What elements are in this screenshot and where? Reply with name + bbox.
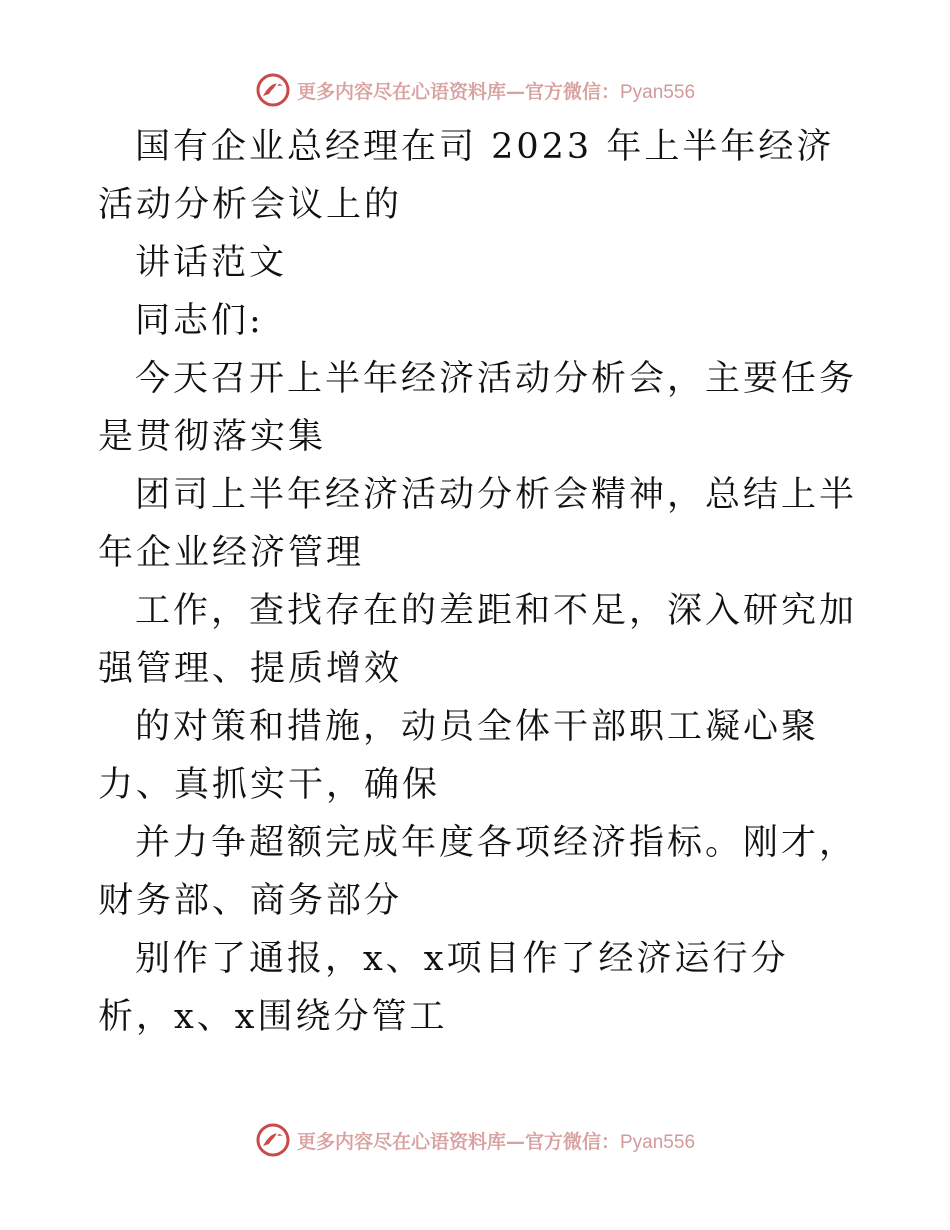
header-watermark (0, 70, 950, 110)
body-paragraph: 工作，查找存在的差距和不足，深入研究加强管理、提质增效 (98, 591, 858, 689)
body-paragraph: 并力争超额完成年度各项经济指标。刚才，财务部、商务部分 (98, 823, 858, 921)
watermark-text: 更多内容尽在心语资料库—官方微信：Pyan556 (296, 1130, 696, 1153)
body-paragraph: 别作了通报，x、x项目作了经济运行分析，x、x围绕分管工 (98, 939, 789, 1037)
document-body (98, 118, 858, 1046)
watermark-text: 更多内容尽在心语资料库—官方微信：Pyan556 (296, 80, 696, 103)
title-line: 国有企业总经理在司 2023 年上半年经济活动分析会议上的 (98, 127, 835, 225)
body-paragraph: 今天召开上半年经济活动分析会，主要任务是贯彻落实集 (98, 359, 858, 457)
body-paragraph: 团司上半年经济活动分析会精神，总结上半年企业经济管理 (98, 475, 858, 573)
red-swirl-logo-icon (255, 72, 291, 108)
footer-watermark (0, 1120, 950, 1160)
body-paragraph: 的对策和措施，动员全体干部职工凝心聚力、真抓实干，确保 (98, 707, 820, 805)
watermark-wechat-id: Pyan556 (620, 1131, 696, 1153)
salutation: 同志们: (135, 301, 264, 341)
title-subline: 讲话范文 (135, 243, 288, 283)
watermark-wechat-id: Pyan556 (620, 81, 696, 103)
red-swirl-logo-icon (255, 1122, 291, 1158)
